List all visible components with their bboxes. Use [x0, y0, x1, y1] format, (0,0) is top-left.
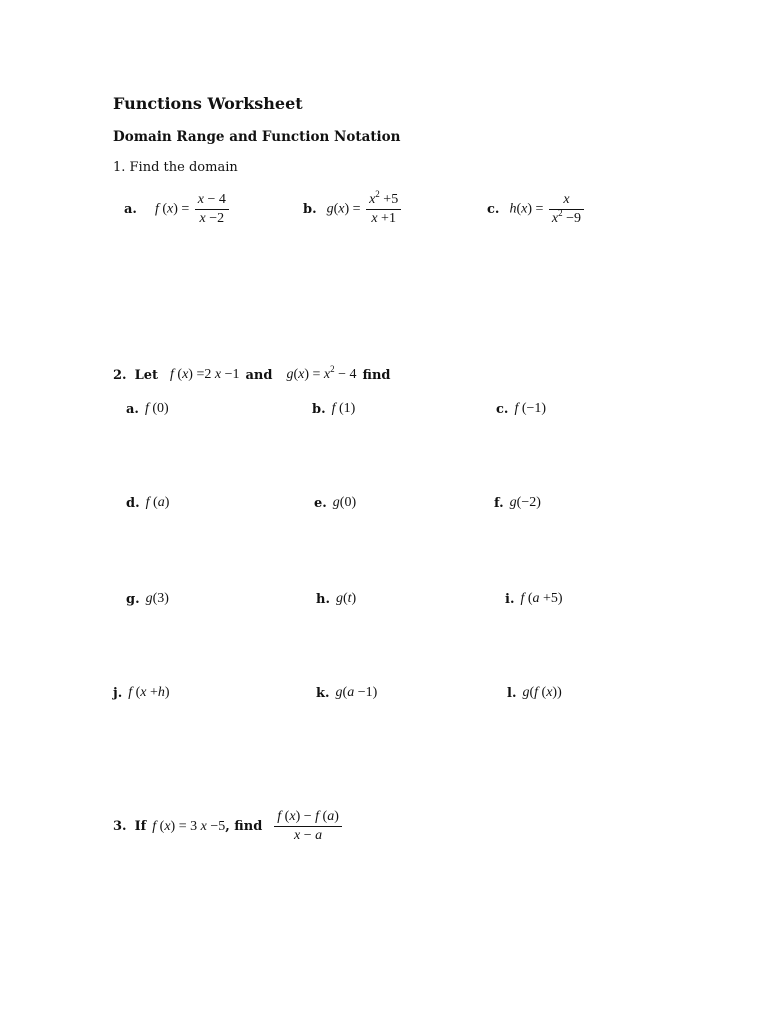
question-2-f-definition: f (x) =2 x −1 [170, 367, 240, 382]
question-2a-label: a. [126, 401, 139, 417]
question-2f [494, 495, 541, 511]
question-3-if-word: If [134, 819, 147, 834]
question-1c [487, 191, 586, 228]
question-1-prompt: 1. Find the domain [113, 160, 238, 175]
question-2l [507, 685, 562, 701]
question-2k-label: k. [316, 685, 330, 701]
fraction: $\frac{x}{x^2 -9}$ [549, 191, 584, 228]
question-2h-label: h. [316, 591, 330, 607]
question-3 [113, 808, 344, 845]
question-2k-expression: g(a −1) [335, 685, 378, 700]
question-2g [126, 591, 169, 607]
question-1a-label: a. [124, 202, 137, 217]
question-2l-expression: g(f (x)) [522, 685, 562, 700]
question-1c-label: c. [487, 202, 500, 217]
question-2b-expression: f (1) [331, 401, 356, 416]
question-2j-label: j. [113, 685, 123, 701]
question-2i-expression: f (a +5) [520, 591, 563, 606]
question-3-f-definition: f (x) = 3 x −5 [152, 818, 226, 834]
question-3-number: 3. [113, 819, 127, 834]
page-title: Functions Worksheet [113, 94, 303, 113]
question-2b-label: b. [312, 401, 326, 417]
question-2c [496, 401, 546, 417]
question-2a-expression: f (0) [144, 401, 169, 416]
question-2l-label: l. [507, 685, 517, 701]
fraction: $\frac{x^2 +5}{x +1}$ [366, 191, 401, 228]
question-2-g-definition: $g(x) = x^2 - 4$ [286, 364, 357, 382]
question-2d-expression: f (a) [145, 495, 170, 510]
question-2e-expression: g(0) [332, 495, 357, 510]
question-2f-expression: g(−2) [509, 495, 541, 510]
question-2j-expression: f (x +h) [128, 685, 170, 700]
question-1a [124, 191, 231, 228]
question-1c-expression: h(x) = $\frac{x}{x^2 -9}$ [509, 191, 586, 228]
question-1a-expression: f (x) = $\frac{x - 4}{x -2}$ [155, 191, 231, 228]
question-2g-expression: g(3) [145, 591, 169, 606]
question-3-find-word: , find [225, 819, 263, 834]
question-2d-label: d. [126, 495, 140, 511]
question-2-let-word: Let [134, 367, 158, 383]
question-2g-label: g. [126, 591, 140, 607]
question-1b-label: b. [303, 202, 317, 217]
question-2i [505, 591, 563, 607]
question-2a [126, 401, 169, 417]
question-2h [316, 591, 356, 607]
question-2k [316, 685, 377, 701]
question-2-and-word: and [245, 367, 273, 383]
question-2i-label: i. [505, 591, 515, 607]
question-2-find-word: find [362, 367, 391, 383]
question-2-number: 2. [113, 367, 127, 383]
question-2b [312, 401, 355, 417]
question-2-intro [113, 364, 391, 383]
question-2d [126, 495, 169, 511]
question-2h-expression: g(t) [335, 591, 357, 606]
question-3-difference-quotient [272, 808, 344, 845]
question-1b [303, 191, 403, 228]
question-2f-label: f. [494, 495, 504, 511]
question-2e-label: e. [314, 495, 327, 511]
fraction: $\frac{f (x) - f (a)}{x - a}$ [274, 808, 342, 845]
question-2j [113, 685, 170, 701]
question-2e [314, 495, 356, 511]
page-subtitle: Domain Range and Function Notation [113, 129, 401, 145]
question-2c-expression: f (−1) [514, 401, 547, 416]
question-2c-label: c. [496, 401, 509, 417]
question-1b-expression: g(x) = $\frac{x^2 +5}{x +1}$ [327, 191, 404, 228]
fraction: $\frac{x - 4}{x -2}$ [195, 191, 229, 228]
